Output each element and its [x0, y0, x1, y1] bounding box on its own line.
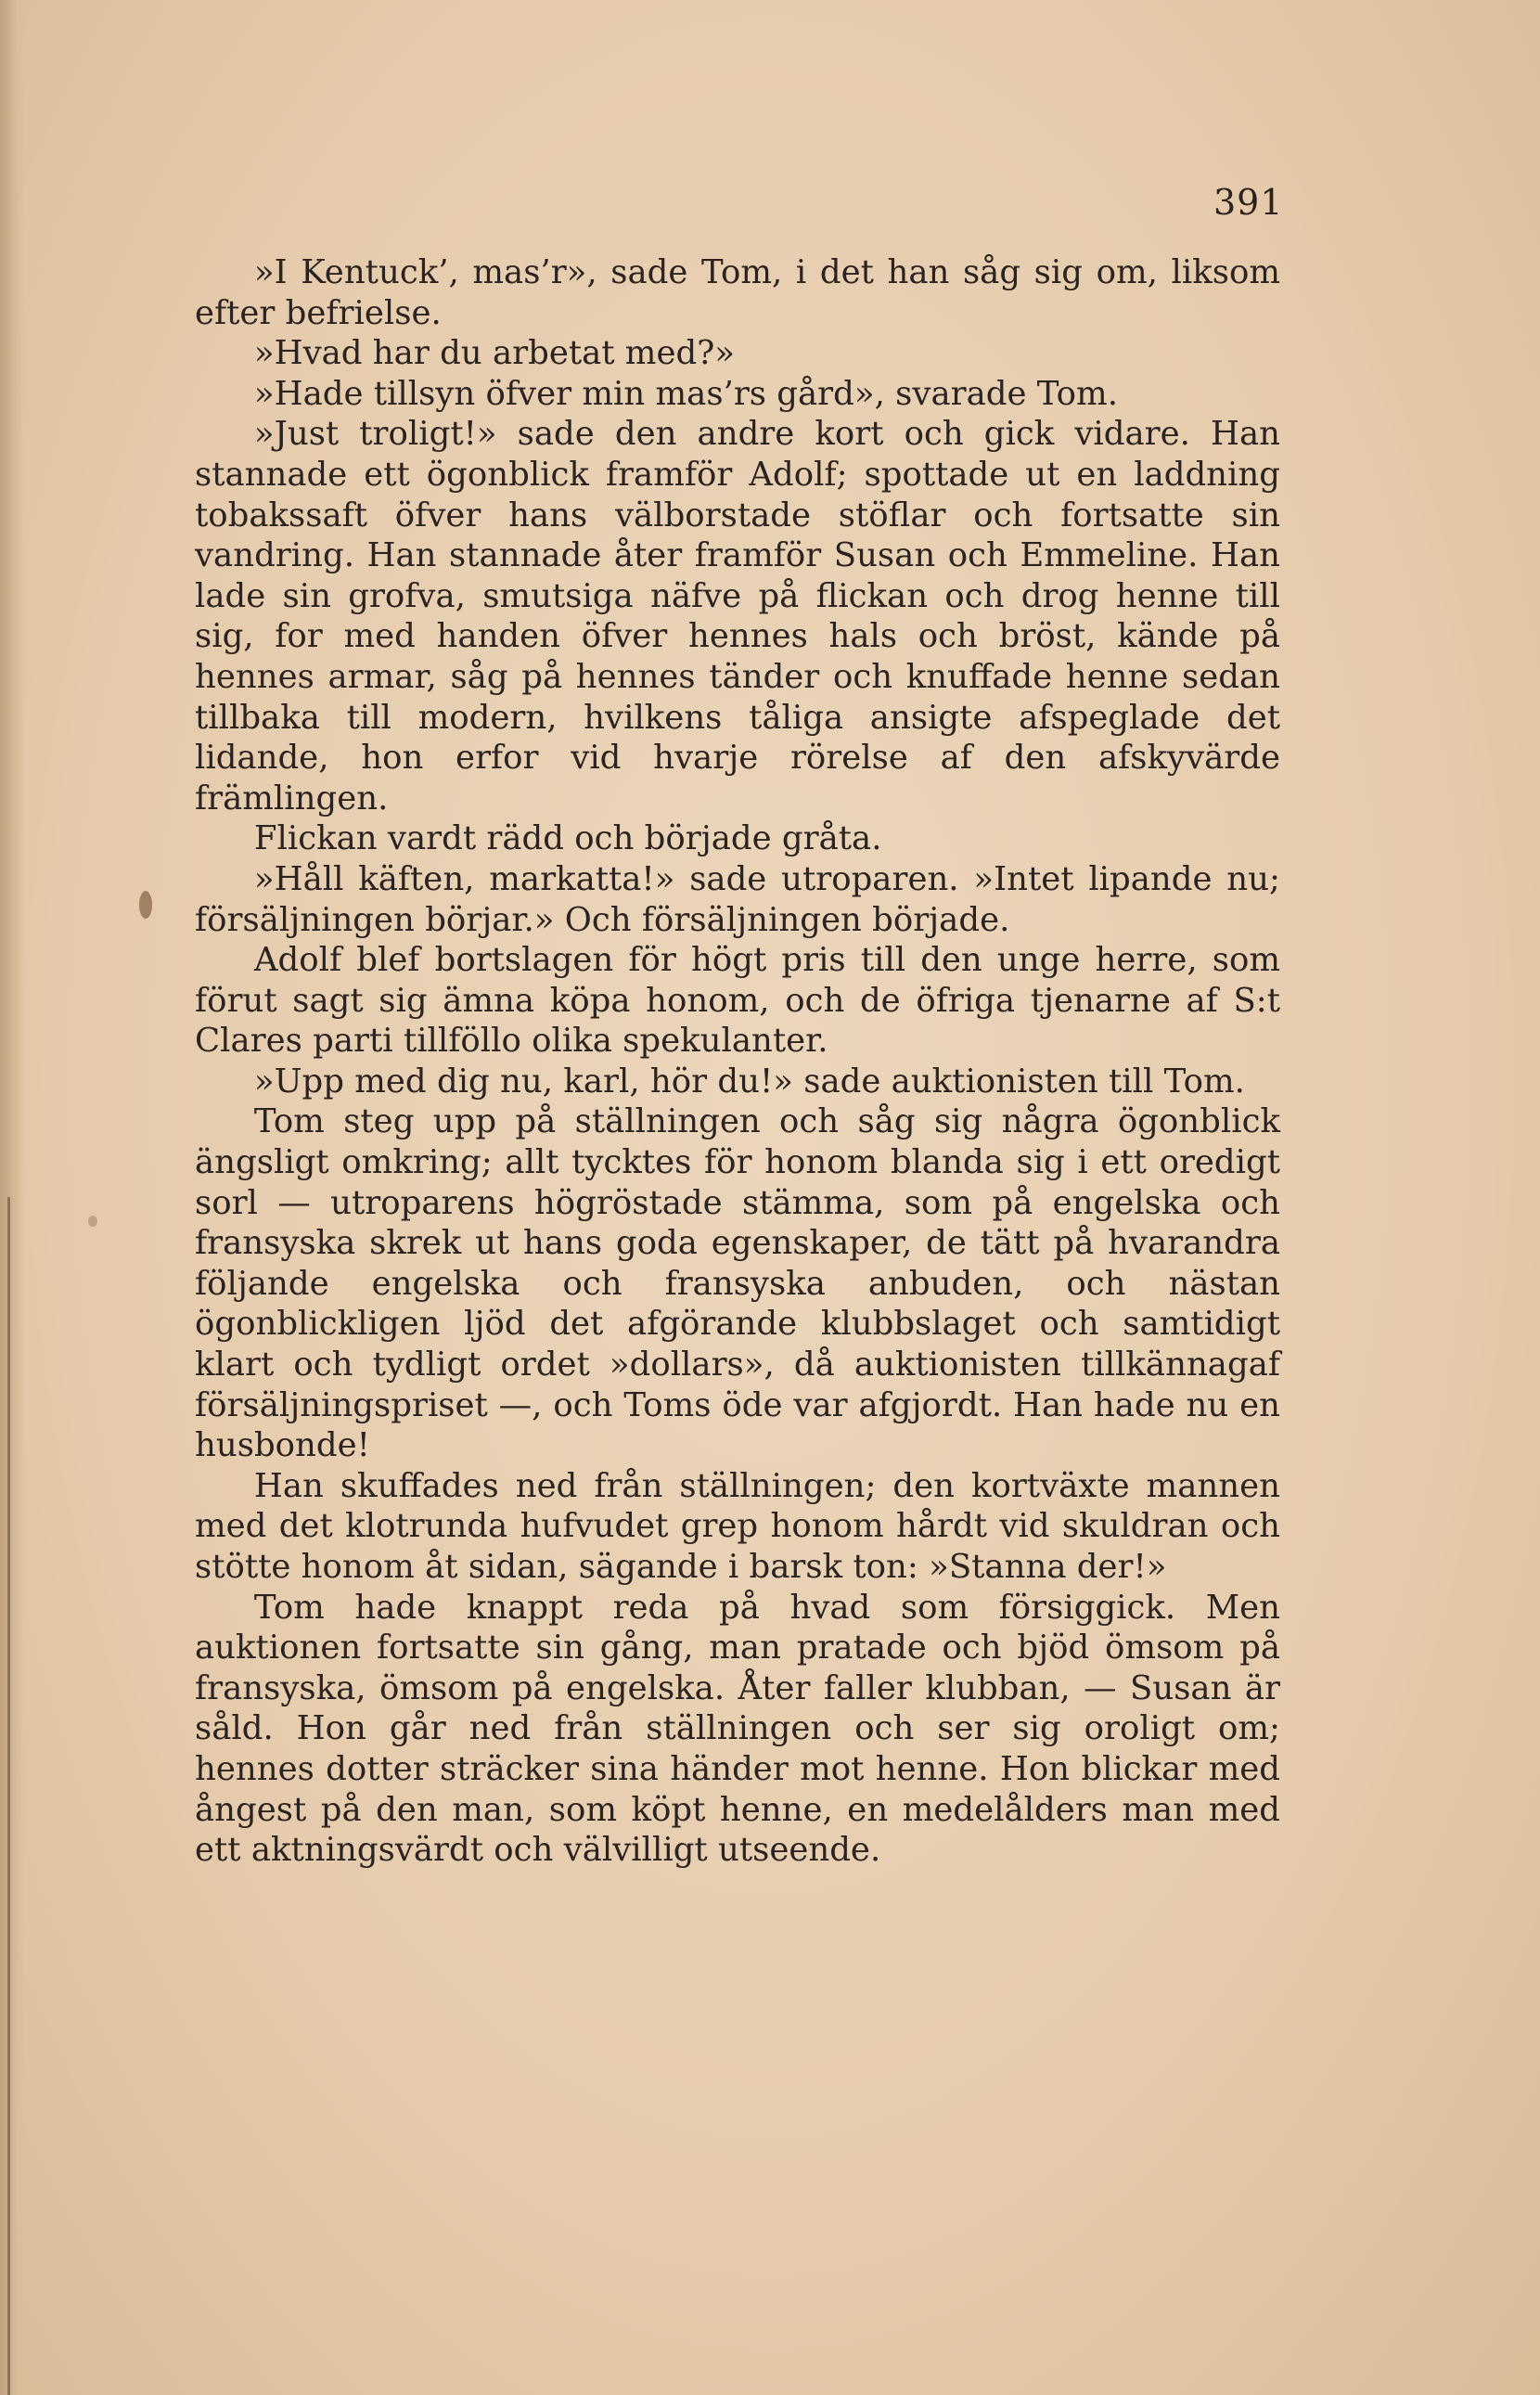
paragraph: Han skuffades ned från ställningen; den kortväxte mannen med det klotrunda hufvudet grep honom hårdt vid skuldran och stötte honom åt sidan, sägande i barsk ton: »Stanna der!»: [195, 1466, 1280, 1586]
page-number: 391: [1213, 182, 1284, 223]
paragraph: »Hvad har du arbetat med?»: [253, 334, 735, 373]
paragraph: »Upp med dig nu, karl, hör du!» sade auktionisten till Tom.: [253, 1062, 1245, 1101]
paragraph: »Just troligt!» sade den andre kort och gick vidare. Han stannade ett ögonblick framför Adolf; spottade ut en laddning tobakssaft öfver hans välborstade stöflar och fortsatte sin vandring. Han stannade åter framför Susan och Emmeline. Han lade sin grofva, smutsiga näfve på flickan och drog henne till sig, for med handen öfver hennes hals och bröst, kände på hennes armar, såg på hennes tänder och knuffade henne sedan tillbaka till modern, hvilkens tåliga ansigte afspeglade det lidande, hon erfor vid hvarje rörelse af den afskyvärde främlingen.: [195, 415, 1280, 818]
binding-line: [7, 1197, 10, 2395]
paragraph: Flickan vardt rädd och började gråta.: [253, 819, 882, 858]
ink-blot: [139, 891, 152, 919]
paragraph: »Håll käften, markatta!» sade utroparen. »Intet lipande nu; försäljningen börjar.» Och försäljningen började.: [195, 859, 1280, 939]
paragraph: »Hade tillsyn öfver min mas’rs gård», svarade Tom.: [253, 374, 1119, 413]
paragraph: »I Kentuck’, mas’r», sade Tom, i det han såg sig om, liksom efter befrielse.: [195, 253, 1280, 332]
page-edge: [0, 0, 24, 2395]
paragraph: Adolf blef bortslagen för högt pris till den unge herre, som förut sagt sig ämna köpa honom, och de öfriga tjenarne af S:t Clares parti tillföllo olika spekulanter.: [195, 941, 1280, 1061]
paragraph: Tom steg upp på ställningen och såg sig några ögonblick ängsligt omkring; allt tycktes för honom blanda sig i ett oredigt sorl — utroparens högröstade stämma, som på engelska och fransyska skrek ut hans goda egenskaper, de tätt på hvarandra följande engelska och fransyska anbuden, och nästan ögonblickligen ljöd det afgörande klubbslaget och samtidigt klart och tydligt ordet »dollars», då auktionisten tillkännagaf försäljningspriset —, och Toms öde var afgjordt. Han hade nu en husbonde!: [195, 1102, 1280, 1465]
body-text: [195, 252, 1280, 1871]
ink-spot: [88, 1216, 97, 1227]
paragraph: Tom hade knappt reda på hvad som försiggick. Men auktionen fortsatte sin gång, man pratade och bjöd ömsom på fransyska, ömsom på engelska. Åter faller klubban, — Susan är såld. Hon går ned från ställningen och ser sig oroligt om; hennes dotter sträcker sina händer mot henne. Hon blickar med ångest på den man, som köpt henne, en medelålders man med ett aktningsvärdt och välvilligt utseende.: [195, 1588, 1280, 1870]
